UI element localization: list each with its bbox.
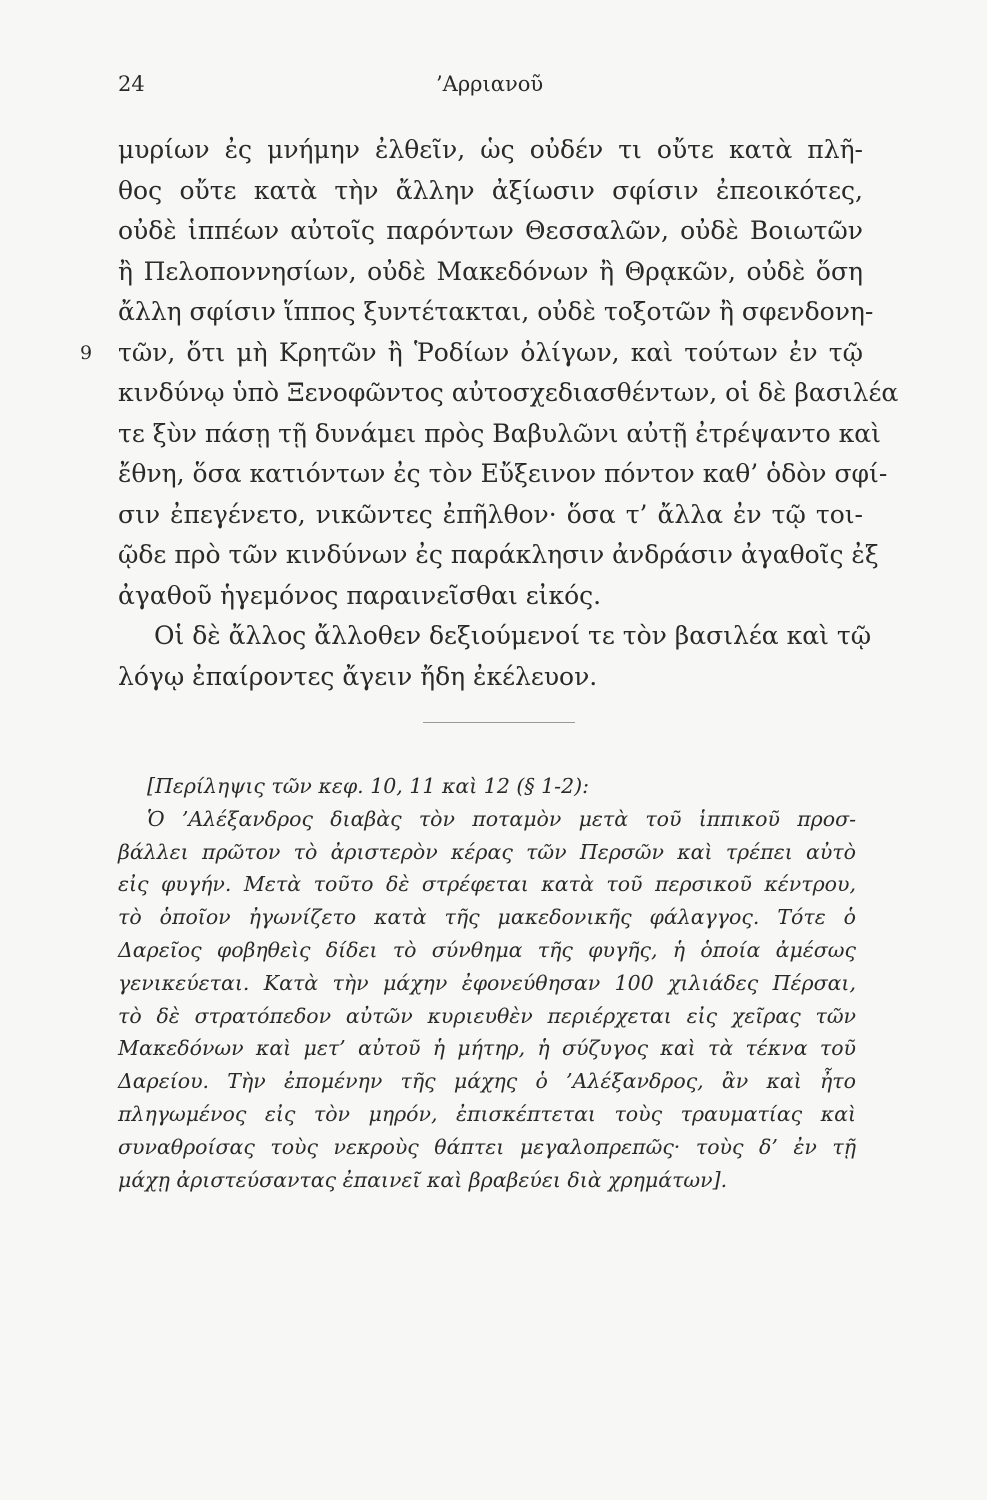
summary-line: τὸ ὁποῖον ἠγωνίζετο κατὰ τῆς μακεδονικῆς φάλαγγος. Τότε ὁ <box>118 905 856 930</box>
text-line: θος οὔτε κατὰ τὴν ἄλλην ἀξίωσιν σφίσιν ἐπεοικότες, <box>118 175 863 205</box>
text-line: Οἱ δὲ ἄλλος ἄλλοθεν δεξιούμενοί τε τὸν βασιλέα καὶ τῷ <box>154 621 872 650</box>
section-divider <box>423 722 575 723</box>
page-number: 24 <box>118 72 145 96</box>
text-line-content: τῶν, ὅτι μὴ Κρητῶν ἢ Ῥοδίων ὀλίγων, καὶ τούτων ἐν τῷ <box>118 337 863 367</box>
text-line: ἄλλη σφίσιν ἵππος ξυντέτακται, οὐδὲ τοξοτῶν ἢ σφενδονη- <box>118 297 874 326</box>
text-line: μυρίων ἐς μνήμην ἐλθεῖν, ὡς οὐδέν τι οὔτε κατὰ πλῆ- <box>118 135 863 164</box>
text-line: λόγῳ ἐπαίροντες ἄγειν ἤδη ἐκέλευον. <box>118 661 598 691</box>
text-line: ἔθνη, ὅσα κατιόντων ἐς τὸν Εὔξεινον πόντον καθ’ ὁδὸν σφί- <box>118 459 888 488</box>
running-head <box>118 72 878 102</box>
main-text <box>80 130 899 697</box>
text-line: κινδύνῳ ὑπὸ Ξενοφῶντος αὐτοσχεδιασθέντων, οἱ δὲ βασιλέα <box>118 378 899 407</box>
summary-line: Μακεδόνων καὶ μετ’ αὐτοῦ ἡ μήτηρ, ἡ σύζυγος καὶ τὰ τέκνα τοῦ <box>118 1036 856 1061</box>
text-line: ἀγαθοῦ ἡγεμόνος παραινεῖσθαι εἰκός. <box>118 580 602 610</box>
summary-line: Δαρεῖος φοβηθεὶς δίδει τὸ σύνθημα τῆς φυγῆς, ἡ ὁποία ἀμέσως <box>118 937 856 962</box>
running-title: ’Αρριανοῦ <box>436 72 544 96</box>
summary-line: Ὁ ’Αλέξανδρος διαβὰς τὸν ποταμὸν μετὰ τοῦ ἱππικοῦ προσ- <box>147 806 856 831</box>
summary-line: συναθροίσας τοὺς νεκροὺς θάπτει μεγαλοπρεπῶς· τοὺς δ’ ἐν τῇ <box>118 1134 856 1159</box>
summary-line: πληγωμένος εἰς τὸν μηρόν, ἐπισκέπτεται τοὺς τραυματίας καὶ <box>118 1101 856 1126</box>
summary-line: βάλλει πρῶτον τὸ ἀριστερὸν κέρας τῶν Περσῶν καὶ τρέπει αὐτὸ <box>118 839 856 864</box>
text-line: τε ξὺν πάσῃ τῇ δυνάμει πρὸς Βαβυλῶνι αὐτῇ ἐτρέψαντο καὶ <box>118 418 881 448</box>
text-line: ἢ Πελοποννησίων, οὐδὲ Μακεδόνων ἢ Θρᾳκῶν, οὐδὲ ὅση <box>118 256 863 286</box>
summary-line: τὸ δὲ στρατόπεδον αὐτῶν κυριευθὲν περιέρχεται εἰς χεῖρας τῶν <box>118 1003 856 1028</box>
text-line: σιν ἐπεγένετο, νικῶντες ἐπῆλθον· ὅσα τ’ ἄλλα ἐν τῷ τοι- <box>118 499 863 529</box>
summary-line: εἰς φυγήν. Μετὰ τοῦτο δὲ στρέφεται κατὰ τοῦ περσικοῦ κέντρου, <box>118 872 856 897</box>
summary-line: μάχῃ ἀριστεύσαντας ἐπαινεῖ καὶ βραβεύει διὰ χρημάτων]. <box>118 1167 728 1192</box>
text-line: ῷδε πρὸ τῶν κινδύνων ἐς παράκλησιν ἀνδράσιν ἀγαθοῖς ἐξ <box>118 540 879 569</box>
text-line-numbered <box>80 333 863 374</box>
text-line: οὐδὲ ἱππέων αὐτοῖς παρόντων Θεσσαλῶν, οὐδὲ Βοιωτῶν <box>118 216 863 245</box>
line-number: 9 <box>80 341 93 364</box>
summary-heading: [Περίληψις τῶν κεφ. 10, 11 καὶ 12 (§ 1-2): <box>147 774 590 798</box>
summary-line: Δαρείου. Τὴν ἐπομένην τῆς μάχης ὁ ’Αλέξανδρος, ἂν καὶ ἦτο <box>118 1069 856 1094</box>
summary-line: γενικεύεται. Κατὰ τὴν μάχην ἐφονεύθησαν 100 χιλιάδες Πέρσαι, <box>118 970 856 995</box>
chapter-summary <box>118 770 856 1196</box>
